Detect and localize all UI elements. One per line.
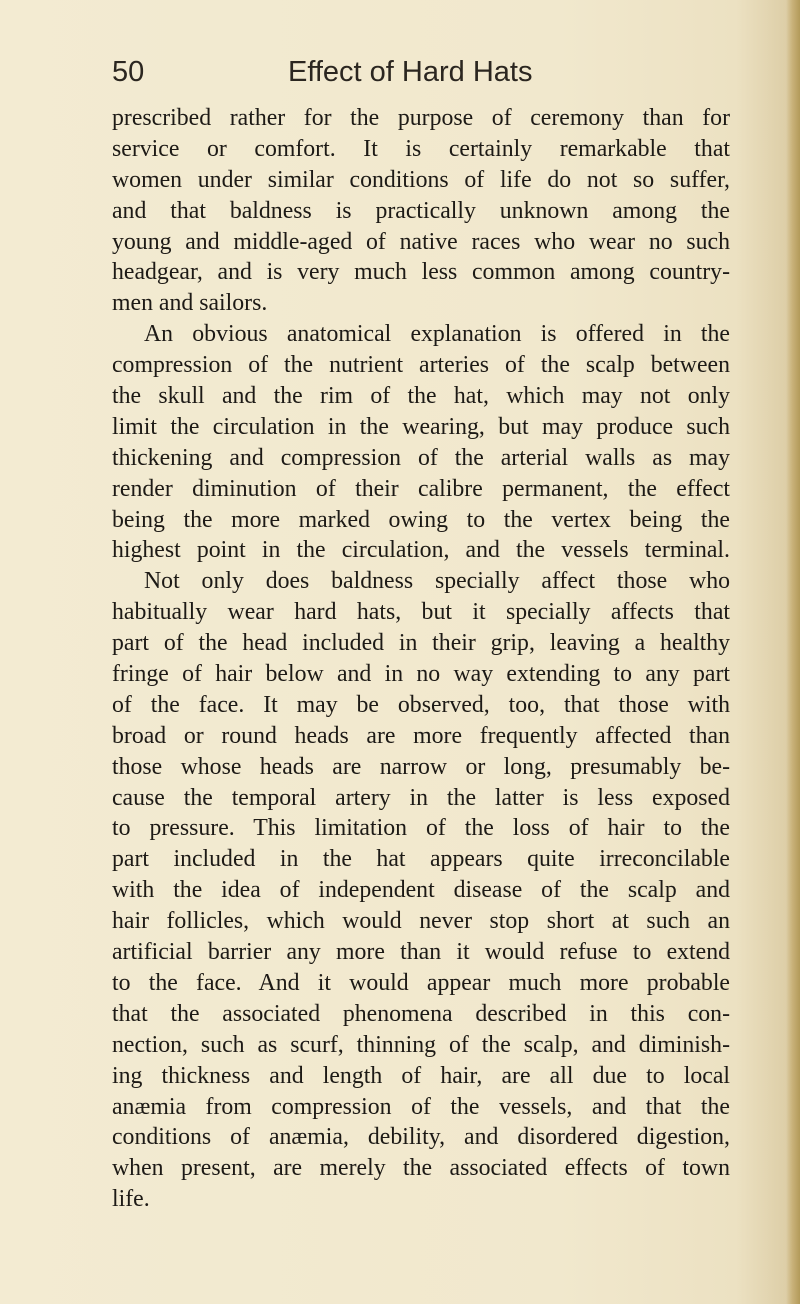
text-line: artificial barrier any more than it would refuse to extend xyxy=(112,939,730,966)
text-line: to pressure. This limitation of the loss of hair to the xyxy=(112,815,730,842)
body-text xyxy=(112,103,730,1215)
text-line: prescribed rather for the purpose of ceremony than for xyxy=(112,105,730,131)
text-line: conditions of anæmia, debility, and disordered digestion, xyxy=(112,1124,730,1151)
text-line: life. xyxy=(112,1186,150,1213)
text-line: broad or round heads are more frequently affected than xyxy=(112,722,730,749)
text-line: the skull and the rim of the hat, which may not only xyxy=(112,383,730,410)
text-line: to the face. And it would appear much more probable xyxy=(112,969,730,996)
text-line: hair follicles, which would never stop short at such an xyxy=(112,908,730,935)
text-line: those whose heads are narrow or long, presumably be- xyxy=(112,753,730,780)
text-line: part of the head included in their grip, leaving a healthy xyxy=(112,630,730,657)
page-number: 50 xyxy=(112,56,145,88)
text-line: part included in the hat appears quite irreconcilable xyxy=(112,846,730,873)
page-header xyxy=(110,52,730,92)
text-line: being the more marked owing to the vertex being the xyxy=(112,506,730,533)
text-line: compression of the nutrient arteries of the scalp between xyxy=(112,352,730,379)
text-line: render diminution of their calibre permanent, the effect xyxy=(112,475,730,502)
text-line: headgear, and is very much less common among country- xyxy=(112,259,730,286)
text-line: women under similar conditions of life do not so suffer, xyxy=(112,166,730,193)
text-line: of the face. It may be observed, too, that those with xyxy=(112,691,730,718)
text-line: nection, such as scurf, thinning of the scalp, and diminish- xyxy=(112,1031,730,1058)
text-line: and that baldness is practically unknown among the xyxy=(112,197,730,224)
page-edge xyxy=(786,0,800,1304)
paragraph-start-line: Not only does baldness specially affect those who xyxy=(144,568,730,595)
text-line: thickening and compression of the arterial walls as may xyxy=(112,444,730,471)
text-line: ing thickness and length of hair, are all due to local xyxy=(112,1062,730,1089)
text-line: limit the circulation in the wearing, but may produce such xyxy=(112,413,730,440)
text-line: anæmia from compression of the vessels, and that the xyxy=(112,1093,730,1120)
text-line: young and middle-aged of native races who wear no such xyxy=(112,228,730,255)
text-line: highest point in the circulation, and the vessels terminal. xyxy=(112,537,730,564)
text-line: men and sailors. xyxy=(112,290,268,317)
text-line: habitually wear hard hats, but it specially affects that xyxy=(112,599,730,626)
text-line: with the idea of independent disease of the scalp and xyxy=(112,877,730,904)
paragraph-start-line: An obvious anatomical explanation is offered in the xyxy=(144,321,730,348)
text-line: when present, are merely the associated effects of town xyxy=(112,1155,730,1182)
text-line: that the associated phenomena described in this con- xyxy=(112,1000,730,1027)
text-line: cause the temporal artery in the latter is less exposed xyxy=(112,784,730,811)
text-line: fringe of hair below and in no way extending to any part xyxy=(112,661,730,688)
running-head: Effect of Hard Hats xyxy=(288,56,533,88)
text-line: service or comfort. It is certainly remarkable that xyxy=(112,135,730,162)
